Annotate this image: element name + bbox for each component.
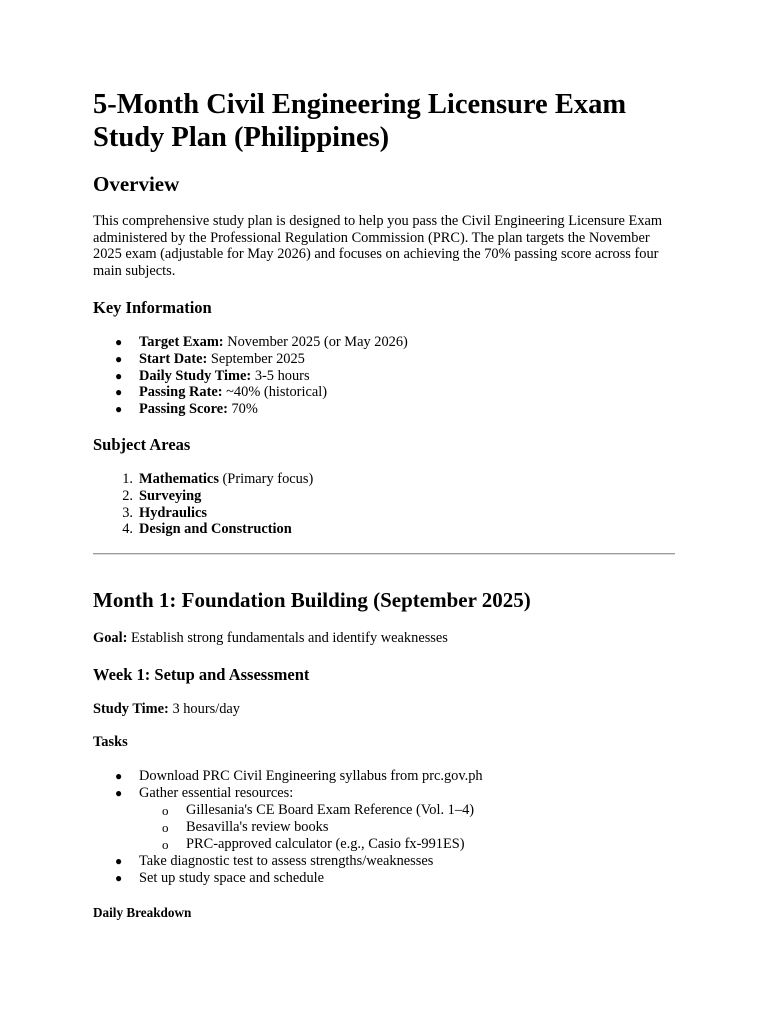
item-number: 2. — [122, 487, 133, 504]
subject-note: (Primary focus) — [218, 471, 314, 487]
circle-bullet-icon: o — [162, 820, 169, 835]
sub-list-item — [93, 802, 483, 819]
item-label: Passing Rate: — [139, 384, 223, 401]
overview-heading: Overview — [93, 172, 180, 196]
disc-bullet-icon: ● — [115, 368, 123, 383]
goal-label: Goal: — [93, 630, 128, 646]
list-item — [93, 401, 408, 418]
item-value: November 2025 (or May 2026) — [223, 334, 408, 350]
list-item — [93, 505, 313, 522]
resource-text: PRC-approved calculator (e.g., Casio fx-991ES) — [186, 836, 465, 852]
list-item — [93, 853, 483, 870]
disc-bullet-icon: ● — [115, 402, 123, 417]
page-title: 5-Month Civil Engineering Licensure Exam Study Plan (Philippines) — [93, 89, 627, 153]
item-value: ~40% (historical) — [222, 384, 328, 401]
task-text: Set up study space and schedule — [139, 870, 325, 886]
disc-bullet-icon: ● — [115, 854, 123, 868]
list-item — [93, 870, 483, 887]
subject-name: Hydraulics — [139, 504, 207, 521]
circle-bullet-icon: o — [162, 803, 169, 818]
week1-study-time — [93, 701, 240, 718]
disc-bullet-icon: ● — [115, 769, 123, 783]
sub-list-item — [93, 836, 483, 853]
item-label: Passing Score: — [139, 401, 228, 418]
list-item — [93, 768, 483, 785]
month1-goal — [93, 630, 448, 647]
list-item — [93, 384, 408, 401]
task-text: Take diagnostic test to assess strengths/weaknesses — [139, 853, 434, 869]
tasks-heading: Tasks — [93, 734, 128, 750]
week1-heading: Week 1: Setup and Assessment — [93, 665, 310, 684]
list-item — [93, 334, 408, 351]
subject-name: Mathematics — [139, 471, 219, 487]
resource-text: Besavilla's review books — [186, 819, 329, 835]
list-item — [93, 368, 408, 385]
subject-name: Surveying — [139, 487, 202, 504]
resource-text: Gillesania's CE Board Exam Reference (Vol. 1–4) — [186, 802, 475, 818]
study-time-label: Study Time: — [93, 701, 169, 717]
sub-list-item — [93, 819, 483, 836]
overview-paragraph: This comprehensive study plan is designed to help you pass the Civil Engineering Licensure Exam administered by the Professional Regulation Commission (PRC). The plan targets the November 2025 exam (adjustable for May 2026) and focuses on achieving the 70% passing score across four main subjects. — [93, 213, 663, 279]
disc-bullet-icon: ● — [115, 786, 123, 800]
disc-bullet-icon: ● — [115, 335, 123, 349]
study-time-value: 3 hours/day — [168, 701, 240, 717]
subject-areas-heading: Subject Areas — [93, 435, 191, 454]
circle-bullet-icon: o — [162, 837, 169, 852]
item-label: Target Exam: — [139, 334, 224, 350]
daily-breakdown-heading: Daily Breakdown — [93, 905, 192, 920]
task-text: Gather essential resources: — [139, 785, 294, 801]
section-divider — [93, 553, 675, 555]
list-item — [93, 785, 483, 802]
item-number: 3. — [122, 504, 133, 521]
key-information-list — [93, 334, 408, 418]
item-value: September 2025 — [207, 350, 305, 367]
month1-heading: Month 1: Foundation Building (September 2025) — [93, 588, 531, 612]
list-item — [93, 521, 313, 538]
subject-areas-list — [93, 471, 313, 538]
disc-bullet-icon: ● — [115, 351, 123, 366]
list-item — [93, 471, 313, 488]
item-value: 3-5 hours — [251, 367, 310, 384]
disc-bullet-icon: ● — [115, 385, 123, 400]
list-item — [93, 488, 313, 505]
item-value: 70% — [227, 401, 258, 418]
goal-text: Establish strong fundamentals and identify weaknesses — [127, 630, 448, 646]
task-text: Download PRC Civil Engineering syllabus from prc.gov.ph — [139, 768, 483, 784]
tasks-list — [93, 768, 483, 887]
item-label: Start Date: — [139, 350, 208, 367]
list-item — [93, 351, 408, 368]
key-information-heading: Key Information — [93, 298, 212, 317]
disc-bullet-icon: ● — [115, 871, 123, 885]
subject-name: Design and Construction — [139, 521, 292, 538]
item-number: 4. — [122, 521, 133, 538]
item-label: Daily Study Time: — [139, 367, 252, 384]
item-number: 1. — [122, 471, 133, 487]
